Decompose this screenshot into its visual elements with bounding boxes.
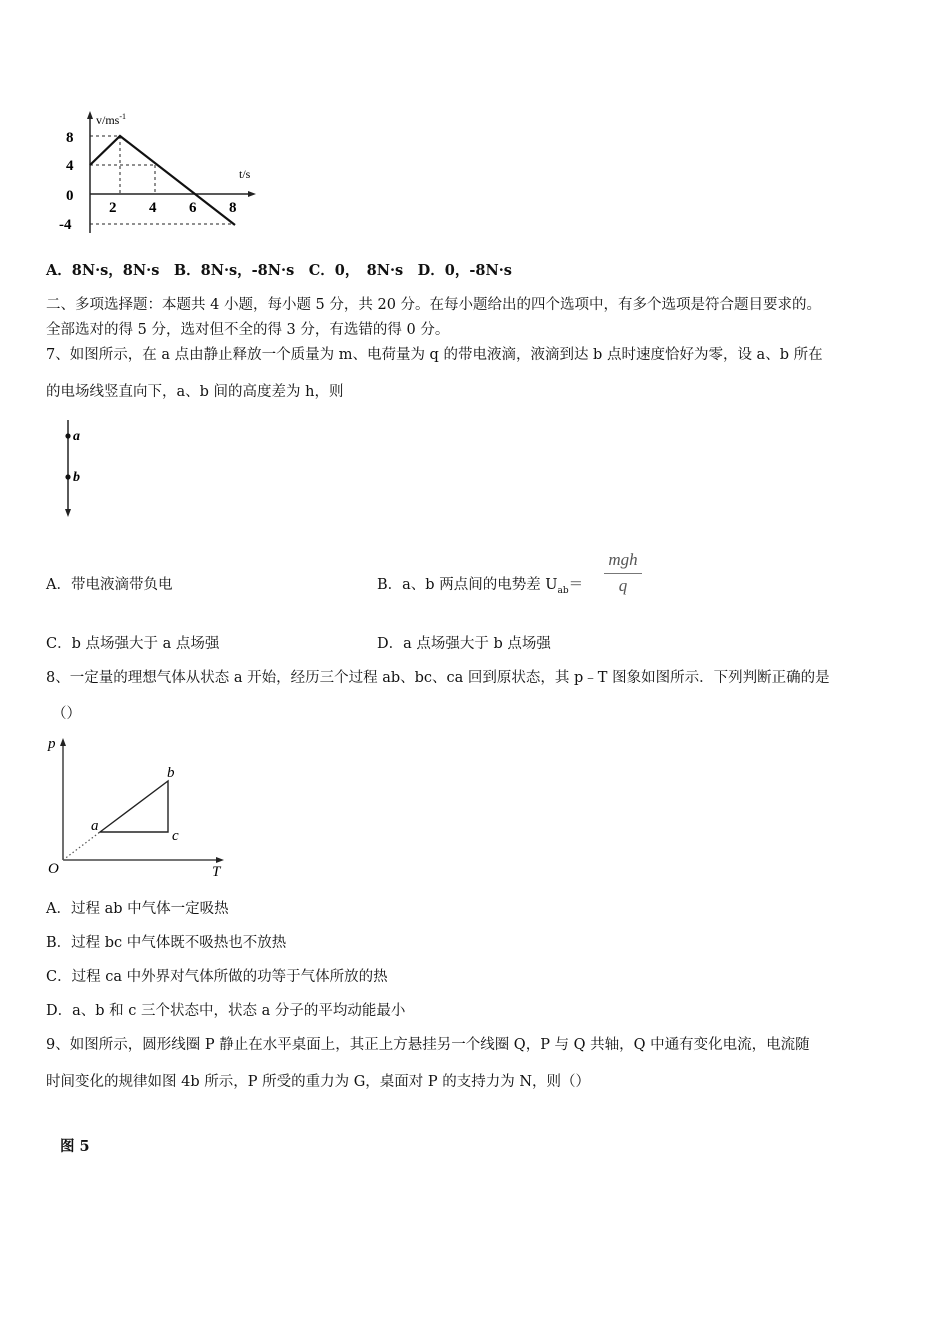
x-tick-label: 6 <box>189 200 197 216</box>
point-a <box>65 433 70 438</box>
q7-stem-line2: 的电场线竖直向下，a、b 间的高度差为 h，则 <box>46 384 344 400</box>
x-axis-label: t/s <box>239 167 251 181</box>
q9-stem-line2: 时间变化的规律如图 4b 所示，P 所受的重力为 G，桌面对 P 的支持力为 N，则（） <box>46 1074 591 1090</box>
q8-stem-line2: （） <box>52 706 81 722</box>
q8-stem-line1: 8、一定量的理想气体从状态 a 开始，经历三个过程 ab、bc、ca 回到原状态，其 p﹣T 图象如图所示．下列判断正确的是 <box>46 670 830 686</box>
q7-option-a: A．带电液滴带负电 <box>46 577 173 593</box>
q7-stem-line1: 7、如图所示，在 a 点由静止释放一个质量为 m、电荷量为 q 的带电液滴，液滴到达 b 点时速度恰好为零，设 a、b 所在 <box>46 347 823 363</box>
q7-option-d: D．a 点场强大于 b 点场强 <box>377 636 551 652</box>
x-tick-label: 2 <box>109 200 117 216</box>
mgh-over-q-fraction: mgh q <box>604 550 642 596</box>
q8-option-c: C．过程 ca 中外界对气体所做的功等于气体所放的热 <box>46 969 388 985</box>
y-tick-label: 4 <box>66 158 74 174</box>
x-tick-label: 4 <box>149 200 157 216</box>
x-axis-arrow <box>248 191 256 197</box>
q7-option-c: C．b 点场强大于 a 点场强 <box>46 636 220 652</box>
y-axis-arrow <box>87 111 93 119</box>
y-tick-label: -4 <box>59 217 72 233</box>
q8-option-b: B．过程 bc 中气体既不吸热也不放热 <box>46 935 287 951</box>
field-line-diagram <box>60 418 100 520</box>
field-arrow <box>65 509 71 517</box>
point-b <box>65 474 70 479</box>
label-b: b <box>73 470 80 485</box>
q8-option-a: A．过程 ab 中气体一定吸热 <box>46 901 229 917</box>
origin-label: O <box>48 861 59 877</box>
state-a-label: a <box>91 818 99 834</box>
q6-options: A．8N·s，8N·s B．8N·s，-8N·s C．0， 8N·s D．0，-8N·s <box>46 262 512 279</box>
p-axis-label: p <box>48 736 56 752</box>
y-axis-label: $v/ms^{-1}$ <box>96 112 127 127</box>
y-tick-label: 8 <box>66 130 74 146</box>
q9-stem-line1: 9、如图所示，圆形线圈 P 静止在水平桌面上，其正上方悬挂另一个线圈 Q，P 与 Q 共轴，Q 中通有变化电流，电流随 <box>46 1037 810 1053</box>
velocity-time-graph <box>55 108 270 243</box>
t-axis-label: T <box>212 864 221 880</box>
origin-dotted-line <box>63 832 100 860</box>
x-tick-label: 8 <box>229 200 237 216</box>
figure-5-label: 图 5 <box>60 1138 90 1155</box>
q7-option-b: B．a、b 两点间的电势差 $U_{ab}=$ <box>377 577 584 596</box>
state-b-label: b <box>167 765 175 781</box>
label-a: a <box>73 429 80 444</box>
process-triangle <box>100 781 168 832</box>
state-c-label: c <box>172 828 179 844</box>
y-tick-label: 0 <box>66 188 74 204</box>
p-t-diagram <box>40 732 230 880</box>
section2-heading-line2: 全部选对的得 5 分，选对但不全的得 3 分，有选错的得 0 分。 <box>46 322 450 338</box>
q8-option-d: D．a、b 和 c 三个状态中，状态 a 分子的平均动能最小 <box>46 1003 406 1019</box>
section2-heading-line1: 二、多项选择题：本题共 4 小题，每小题 5 分，共 20 分。在每小题给出的四个选项中，有多个选项是符合题目要求的。 <box>46 297 822 313</box>
